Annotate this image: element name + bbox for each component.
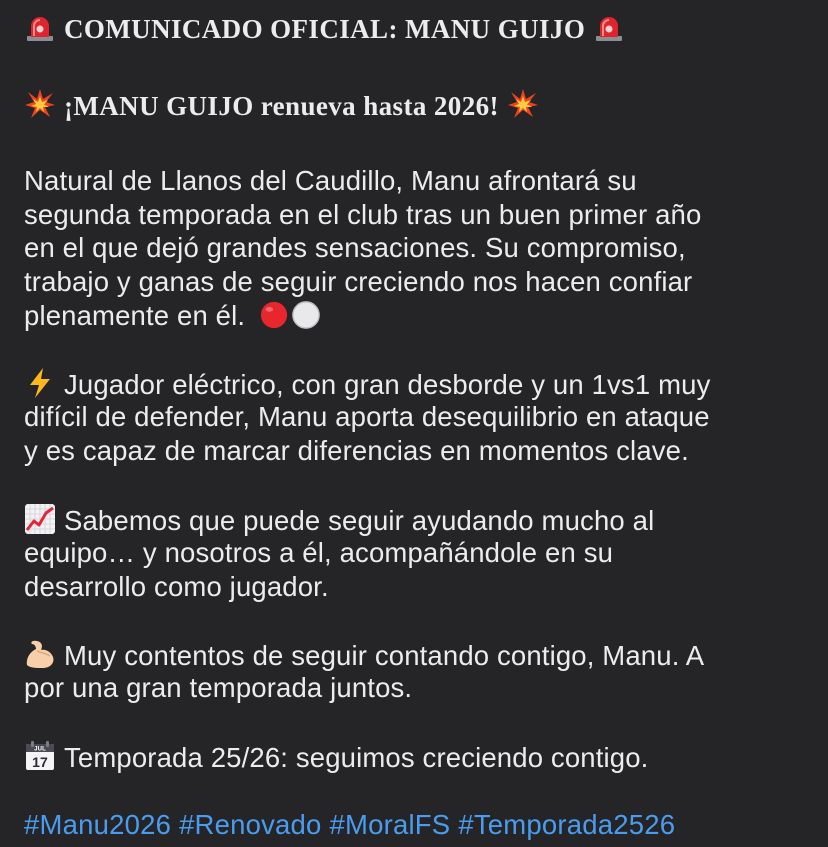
paragraph3-line: desarrollo como jugador. bbox=[24, 571, 329, 602]
post-title: COMUNICADO OFICIAL: MANU GUIJO bbox=[64, 14, 586, 44]
paragraph2-line: difícil de defender, Manu aporta desequilibrio en ataque bbox=[24, 401, 710, 432]
paragraph4-text: Muy contentos de seguir contando contigo, Manu. A bbox=[64, 640, 705, 671]
siren-icon bbox=[24, 11, 56, 43]
paragraph2-line bbox=[24, 367, 710, 401]
siren-icon bbox=[593, 11, 625, 43]
red-circle-icon bbox=[259, 300, 289, 330]
chart-increasing-icon bbox=[24, 503, 56, 535]
hashtag-link[interactable]: #Manu2026 bbox=[24, 809, 172, 840]
calendar-icon bbox=[24, 740, 56, 772]
collision-icon bbox=[24, 88, 56, 120]
paragraph1-last-line bbox=[24, 300, 321, 332]
paragraph1-line: en el que dejó grandes sensaciones. Su compromiso, bbox=[24, 232, 686, 263]
paragraph1-line: Natural de Llanos del Caudillo, Manu afrontará su bbox=[24, 165, 637, 196]
paragraph5-line bbox=[24, 740, 648, 774]
paragraph1-line: segunda temporada en el club tras un buen primer año bbox=[24, 199, 702, 230]
post-title-line bbox=[24, 11, 625, 45]
paragraph2-text: Jugador eléctrico, con gran desborde y un 1vs1 muy bbox=[64, 369, 711, 400]
paragraph5-text: Temporada 25/26: seguimos creciendo contigo. bbox=[64, 742, 649, 773]
paragraph2-line: y es capaz de marcar diferencias en momentos clave. bbox=[24, 435, 689, 466]
paragraph1-line: trabajo y ganas de seguir creciendo nos hacen confiar bbox=[24, 266, 693, 297]
paragraph3-line: equipo… y nosotros a él, acompañándole en su bbox=[24, 537, 614, 568]
calendar-day: 17 bbox=[32, 754, 48, 770]
calendar-month: JUL bbox=[34, 746, 46, 753]
headline: ¡MANU GUIJO renueva hasta 2026! bbox=[64, 91, 499, 121]
paragraph1-line: plenamente en él. bbox=[24, 300, 246, 331]
paragraph3-text: Sabemos que puede seguir ayudando mucho al bbox=[64, 505, 655, 536]
flexed-biceps-icon bbox=[24, 638, 56, 670]
paragraph4-line: por una gran temporada juntos. bbox=[24, 672, 413, 703]
headline-line bbox=[24, 88, 539, 122]
hashtag-link[interactable]: #Renovado bbox=[179, 809, 322, 840]
white-circle-icon bbox=[291, 300, 321, 330]
collision-icon bbox=[507, 88, 539, 120]
hashtag-link[interactable]: #Temporada2526 bbox=[458, 809, 676, 840]
hashtag-list bbox=[24, 809, 683, 841]
paragraph4-line bbox=[24, 638, 704, 672]
lightning-icon bbox=[24, 367, 56, 399]
paragraph3-line bbox=[24, 503, 654, 537]
hashtag-link[interactable]: #MoralFS bbox=[329, 809, 451, 840]
